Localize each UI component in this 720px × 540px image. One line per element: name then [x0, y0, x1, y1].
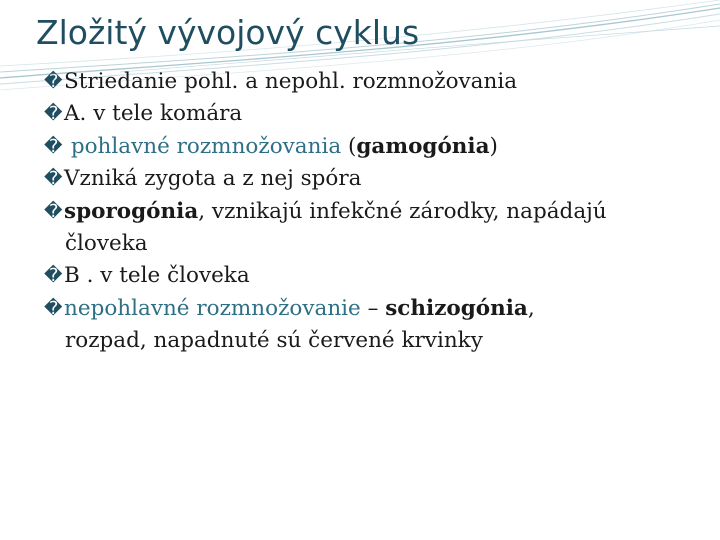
bullet-item — [44, 163, 694, 195]
bullet-icon: � — [44, 297, 63, 319]
bullet-icon: � — [44, 265, 63, 287]
bullet-item — [44, 131, 694, 163]
bullet-text: Striedanie pohl. a nepohl. rozmnožovania — [64, 69, 518, 94]
bullet-text-bold: gamogónia — [356, 133, 490, 159]
bullet-icon: � — [44, 71, 63, 92]
bullet-item — [44, 66, 694, 98]
bullet-icon: � — [44, 168, 63, 190]
bullet-item — [44, 293, 694, 325]
bullet-continuation: človeka — [65, 231, 148, 257]
slide-title: Zložitý vývojový cyklus — [36, 13, 420, 52]
bullet-continuation: rozpad, napadnuté sú červené krvinky — [65, 328, 483, 354]
bullet-item — [44, 196, 694, 228]
bullet-text: – — [360, 295, 386, 321]
bullet-text-bold: sporogónia — [64, 198, 199, 224]
bullet-text: A. v tele komára — [64, 101, 243, 127]
bullet-text: ) — [489, 133, 498, 159]
bullet-text: B . v tele človeka — [64, 263, 250, 289]
bullet-icon: � — [44, 200, 63, 222]
bullet-text-accent: pohlavné rozmnožovania — [64, 133, 348, 159]
bullet-text: ( — [347, 133, 357, 159]
bullet-item — [44, 98, 694, 130]
bullet-text-bold: schizogónia — [385, 295, 528, 321]
bullet-item — [44, 260, 694, 292]
bullet-text: Vzniká zygota a z nej spóra — [64, 166, 362, 192]
bullet-icon: � — [44, 135, 63, 157]
bullet-list — [44, 66, 694, 358]
bullet-icon: � — [44, 103, 63, 125]
bullet-text: , — [527, 295, 535, 321]
bullet-text-accent: nepohlavné rozmnožovanie — [64, 295, 361, 321]
bullet-text: , vznikajú infekčné zárodky, napádajú — [198, 198, 607, 224]
